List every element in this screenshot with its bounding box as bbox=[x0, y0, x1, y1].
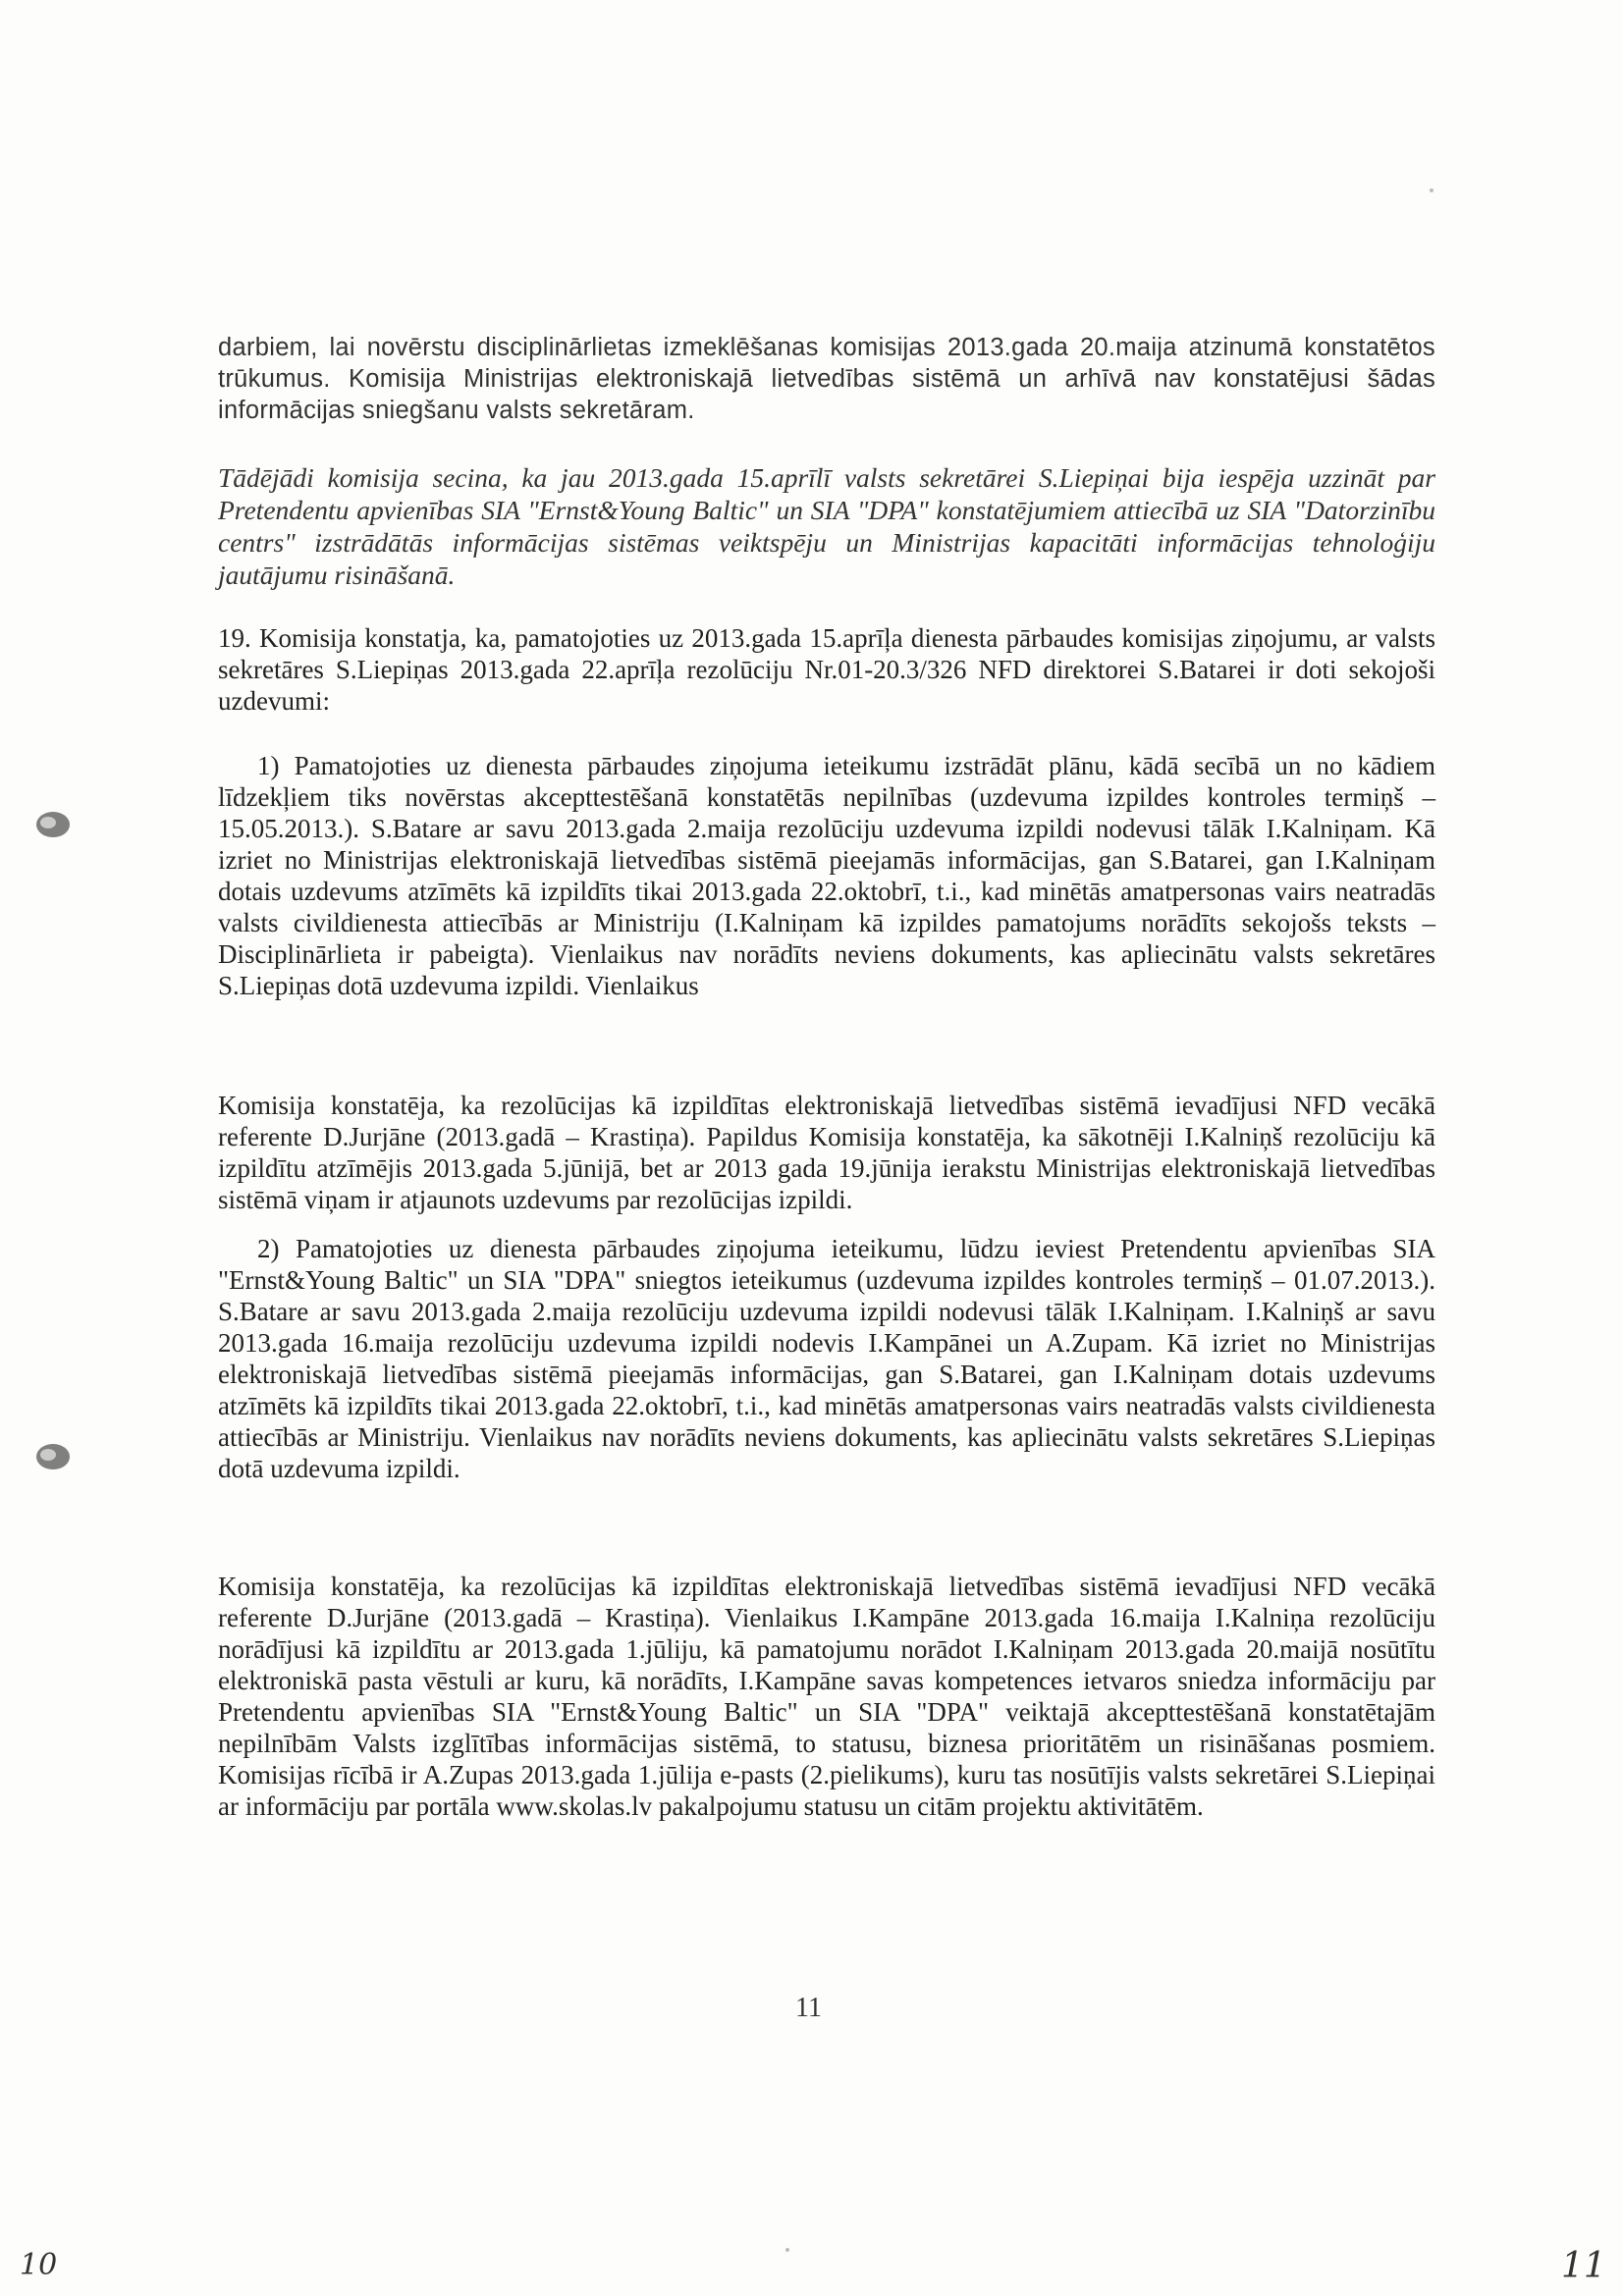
handwritten-page-number-left: 10 bbox=[20, 2248, 58, 2282]
paragraph-commission-finding-1: Komisija konstatēja, ka rezolūcijas kā izpildītas elektroniskajā lietvedības sistēmā ievadījusi NFD vecākā referente D.Jurjāne (2013.gadā – Krastiņa). Papildus Komisija konstatēja, ka sākotnēji I.Kalniņš rezolūciju kā izpildītu atzīmējis 2013.gada 5.jūnijā, bet ar 2013 gada 19.jūnija ierakstu Ministrijas elektroniskajā lietvedības sistēmā viņam ir atjaunots uzdevums par rezolūcijas izpildi. bbox=[218, 1091, 1435, 1214]
paragraph-item-19: 19. Komisija konstatja, ka, pamatojoties uz 2013.gada 15.aprīļa dienesta pārbaudes komisijas ziņojumu, ar valsts sekretāres S.Liepiņas 2013.gada 22.aprīļa rezolūciju Nr.01-20.3/326 NFD direktorei S.Batarei ir doti sekojoši uzdevumi: bbox=[218, 623, 1435, 716]
binder-hole-mark-upper bbox=[31, 803, 75, 846]
scan-speck bbox=[785, 2248, 789, 2252]
handwritten-page-number-right: 11 bbox=[1561, 2246, 1606, 2286]
paragraph-task-2: 2) Pamatojoties uz dienesta pārbaudes ziņojuma ieteikumu, lūdzu ieviest Pretendentu apvienības SIA "Ernst&Young Baltic" un SIA "DPA" sniegtos ieteikumus (uzdevuma izpildes kontroles termiņš – 01.07.2013.). S.Batare ar savu 2013.gada 2.maija rezolūciju uzdevuma izpildi nodevusi tālāk I.Kalniņam. I.Kalniņš ar savu 2013.gada 16.maija rezolūciju uzdevuma izpildi nodevis I.Kampānei un A.Zupam. Kā izriet no Ministrijas elektroniskajā lietvedības sistēmā pieejamās informācijas, gan S.Batarei, gan I.Kalniņam dotais uzdevums atzīmēts kā izpildīts tikai 2013.gada 22.oktobrī, t.i., kad minētās amatpersonas vairs neatradās valsts civildienesta attiecībās ar Ministriju. Vienlaikus nav norādīts neviens dokuments, kas apliecinātu valsts sekretāres S.Liepiņas dotā uzdevuma izpildi. bbox=[218, 1234, 1435, 1483]
paragraph-conclusion-italic: Tādējādi komisija secina, ka jau 2013.gada 15.aprīlī valsts sekretārei S.Liepiņai bija iespēja uzzināt par Pretendentu apvienības SIA "Ernst&Young Baltic" un SIA "DPA" konstatējumiem attiecībā uz SIA "Datorzinību centrs" izstrādātās informācijas sistēmas veiktspēju un Ministrijas kapacitāti informācijas tehnoloģiju jautājumu risināšanā. bbox=[218, 462, 1435, 590]
scan-speck bbox=[1430, 188, 1434, 192]
paragraph-continuation: darbiem, lai novērstu disciplinārlietas izmeklēšanas komisijas 2013.gada 20.maija atzinumā konstatētos trūkumus. Komisija Ministrijas elektroniskajā lietvedības sistēmā un arhīvā nav konstatējusi šādas informācijas sniegšanu valsts sekretāram. bbox=[218, 334, 1435, 424]
page-number: 11 bbox=[795, 1993, 822, 2023]
paragraph-task-1: 1) Pamatojoties uz dienesta pārbaudes ziņojuma ieteikumu izstrādāt plānu, kādā secībā un no kādiem līdzekļiem tiks novērstas akcepttestēšanā konstatētās nepilnības (uzdevuma izpildes kontroles termiņš – 15.05.2013.). S.Batare ar savu 2013.gada 2.maija rezolūciju uzdevuma izpildi nodevusi tālāk I.Kalniņam. Kā izriet no Ministrijas elektroniskajā lietvedības sistēmā pieejamās informācijas, gan S.Batarei, gan I.Kalniņam dotais uzdevums atzīmēts kā izpildīts tikai 2013.gada 22.oktobrī, t.i., kad minētās amatpersonas vairs neatradās valsts civildienesta attiecībās ar Ministriju (I.Kalniņam kā izpildes pamatojums norādīts sekojošs teksts – Disciplinārlieta ir pabeigta). Vienlaikus nav norādīts neviens dokuments, kas apliecinātu valsts sekretāres S.Liepiņas dotā uzdevuma izpildi. Vienlaikus bbox=[218, 751, 1435, 1000]
binder-hole-mark-lower bbox=[31, 1435, 75, 1478]
paragraph-commission-finding-2: Komisija konstatēja, ka rezolūcijas kā izpildītas elektroniskajā lietvedības sistēmā ievadījusi NFD vecākā referente D.Jurjāne (2013.gadā – Krastiņa). Vienlaikus I.Kampāne 2013.gada 16.maija I.Kalniņa rezolūciju norādījusi kā izpildītu ar 2013.gada 1.jūliju, kā pamatojumu norādot I.Kalniņam 2013.gada 20.maijā nosūtītu elektroniskā pasta vēstuli ar kuru, kā norādīts, I.Kampāne savas kompetences ietvaros sniedza informāciju par Pretendentu apvienības SIA "Ernst&Young Baltic" un SIA "DPA" veiktajā akcepttestēšanā konstatētajām nepilnībām Valsts izglītības informācijas sistēmā, to statusu, biznesa prioritātēm un risināšanas posmiem. Komisijas rīcībā ir A.Zupas 2013.gada 1.jūlija e-pasts (2.pielikums), kuru tas nosūtījis valsts sekretārei S.Liepiņai ar informāciju par portāla www.skolas.lv pakalpojumu statusu un citām projektu aktivitātēm. bbox=[218, 1572, 1435, 1821]
